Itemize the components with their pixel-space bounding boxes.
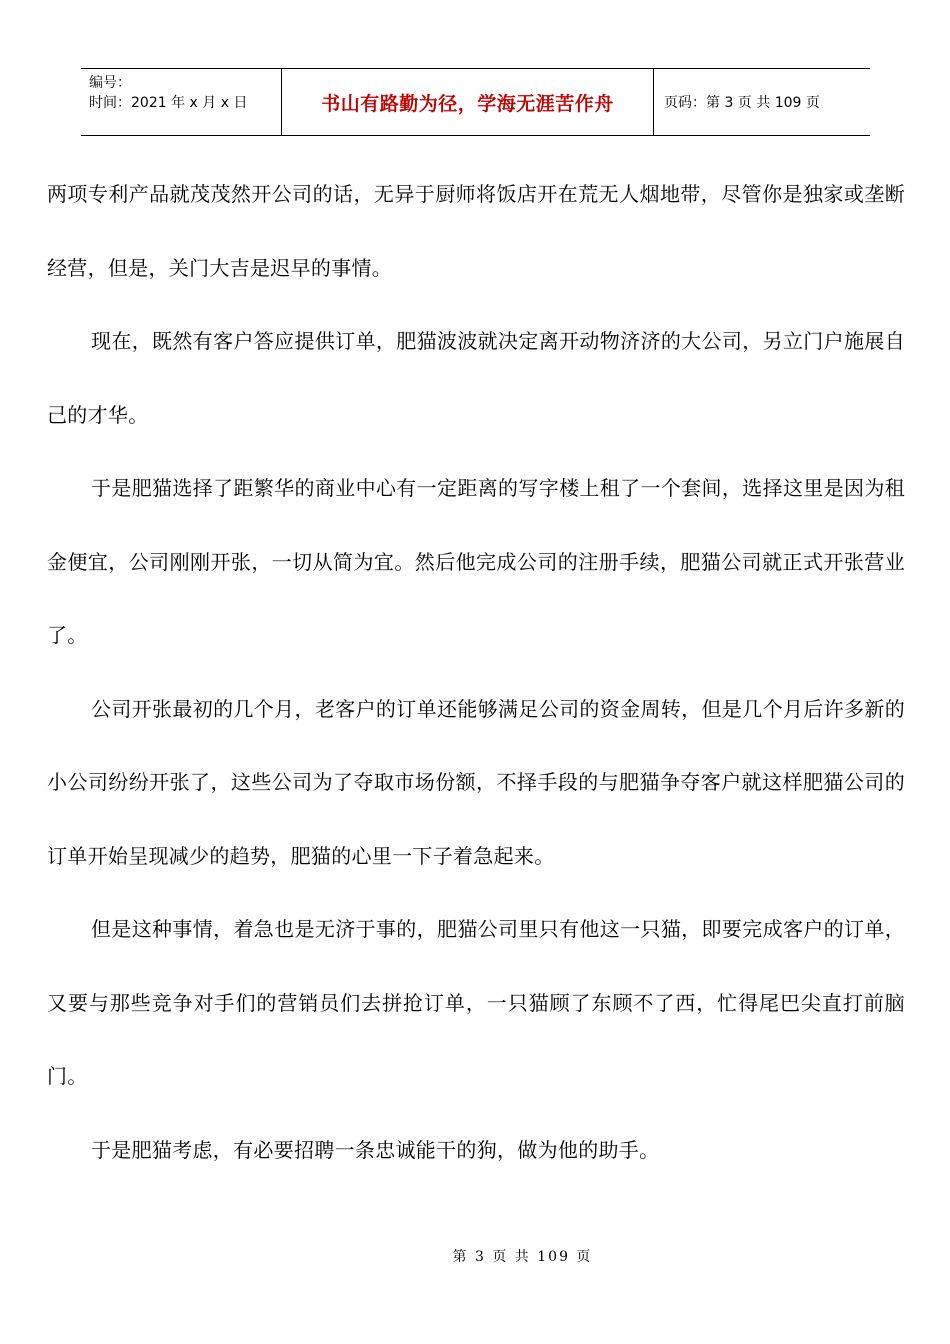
document-number-label: 编号： [89,75,131,91]
paragraph-4: 公司开张最初的几个月，老客户的订单还能够满足公司的资金周转，但是几个月后许多新的小公司纷纷开张了，这些公司为了夺取市场份额，不择手段的与肥猫争夺客户就这样肥猫公司的订单开始呈现减少的趋势，肥猫的心里一下子着急起来。 [47,696,905,868]
paragraph-1: 两项专利产品就茂茂然开公司的话，无异于厨师将饭店开在荒无人烟地带，尽管你是独家或垄断经营，但是，关门大吉是迟早的事情。 [47,182,905,280]
header-page-info: 页码：第 3 页 共 109 页 [664,95,820,111]
page-header [81,68,870,136]
header-motto: 书山有路勤为径，学海无涯苦作舟 [282,69,654,135]
document-body [47,158,905,1187]
paragraph-6: 于是肥猫考虑，有必要招聘一条忠诚能干的狗，做为他的助手。 [91,1137,660,1162]
paragraph-3: 于是肥猫选择了距繁华的商业中心有一定距离的写字楼上租了一个套间，选择这里是因为租金便宜，公司刚刚开张，一切从简为宜。然后他完成公司的注册手续，肥猫公司就正式开张营业了。 [47,476,905,647]
paragraph-5: 但是这种事情，着急也是无济于事的，肥猫公司里只有他这一只猫，即要完成客户的订单，又要与那些竞争对手们的营销员们去拼抢订单，一只猫顾了东顾不了西，忙得尾巴尖直打前脑门。 [47,917,905,1088]
header-meta [81,69,282,135]
page-footer: 第 3 页 共 109 页 [452,1249,593,1265]
paragraph-2: 现在，既然有客户答应提供订单，肥猫波波就决定离开动物济济的大公司，另立门户施展自己的才华。 [47,329,905,427]
document-date-label: 时间：2021 年 x 月 x 日 [89,95,248,111]
